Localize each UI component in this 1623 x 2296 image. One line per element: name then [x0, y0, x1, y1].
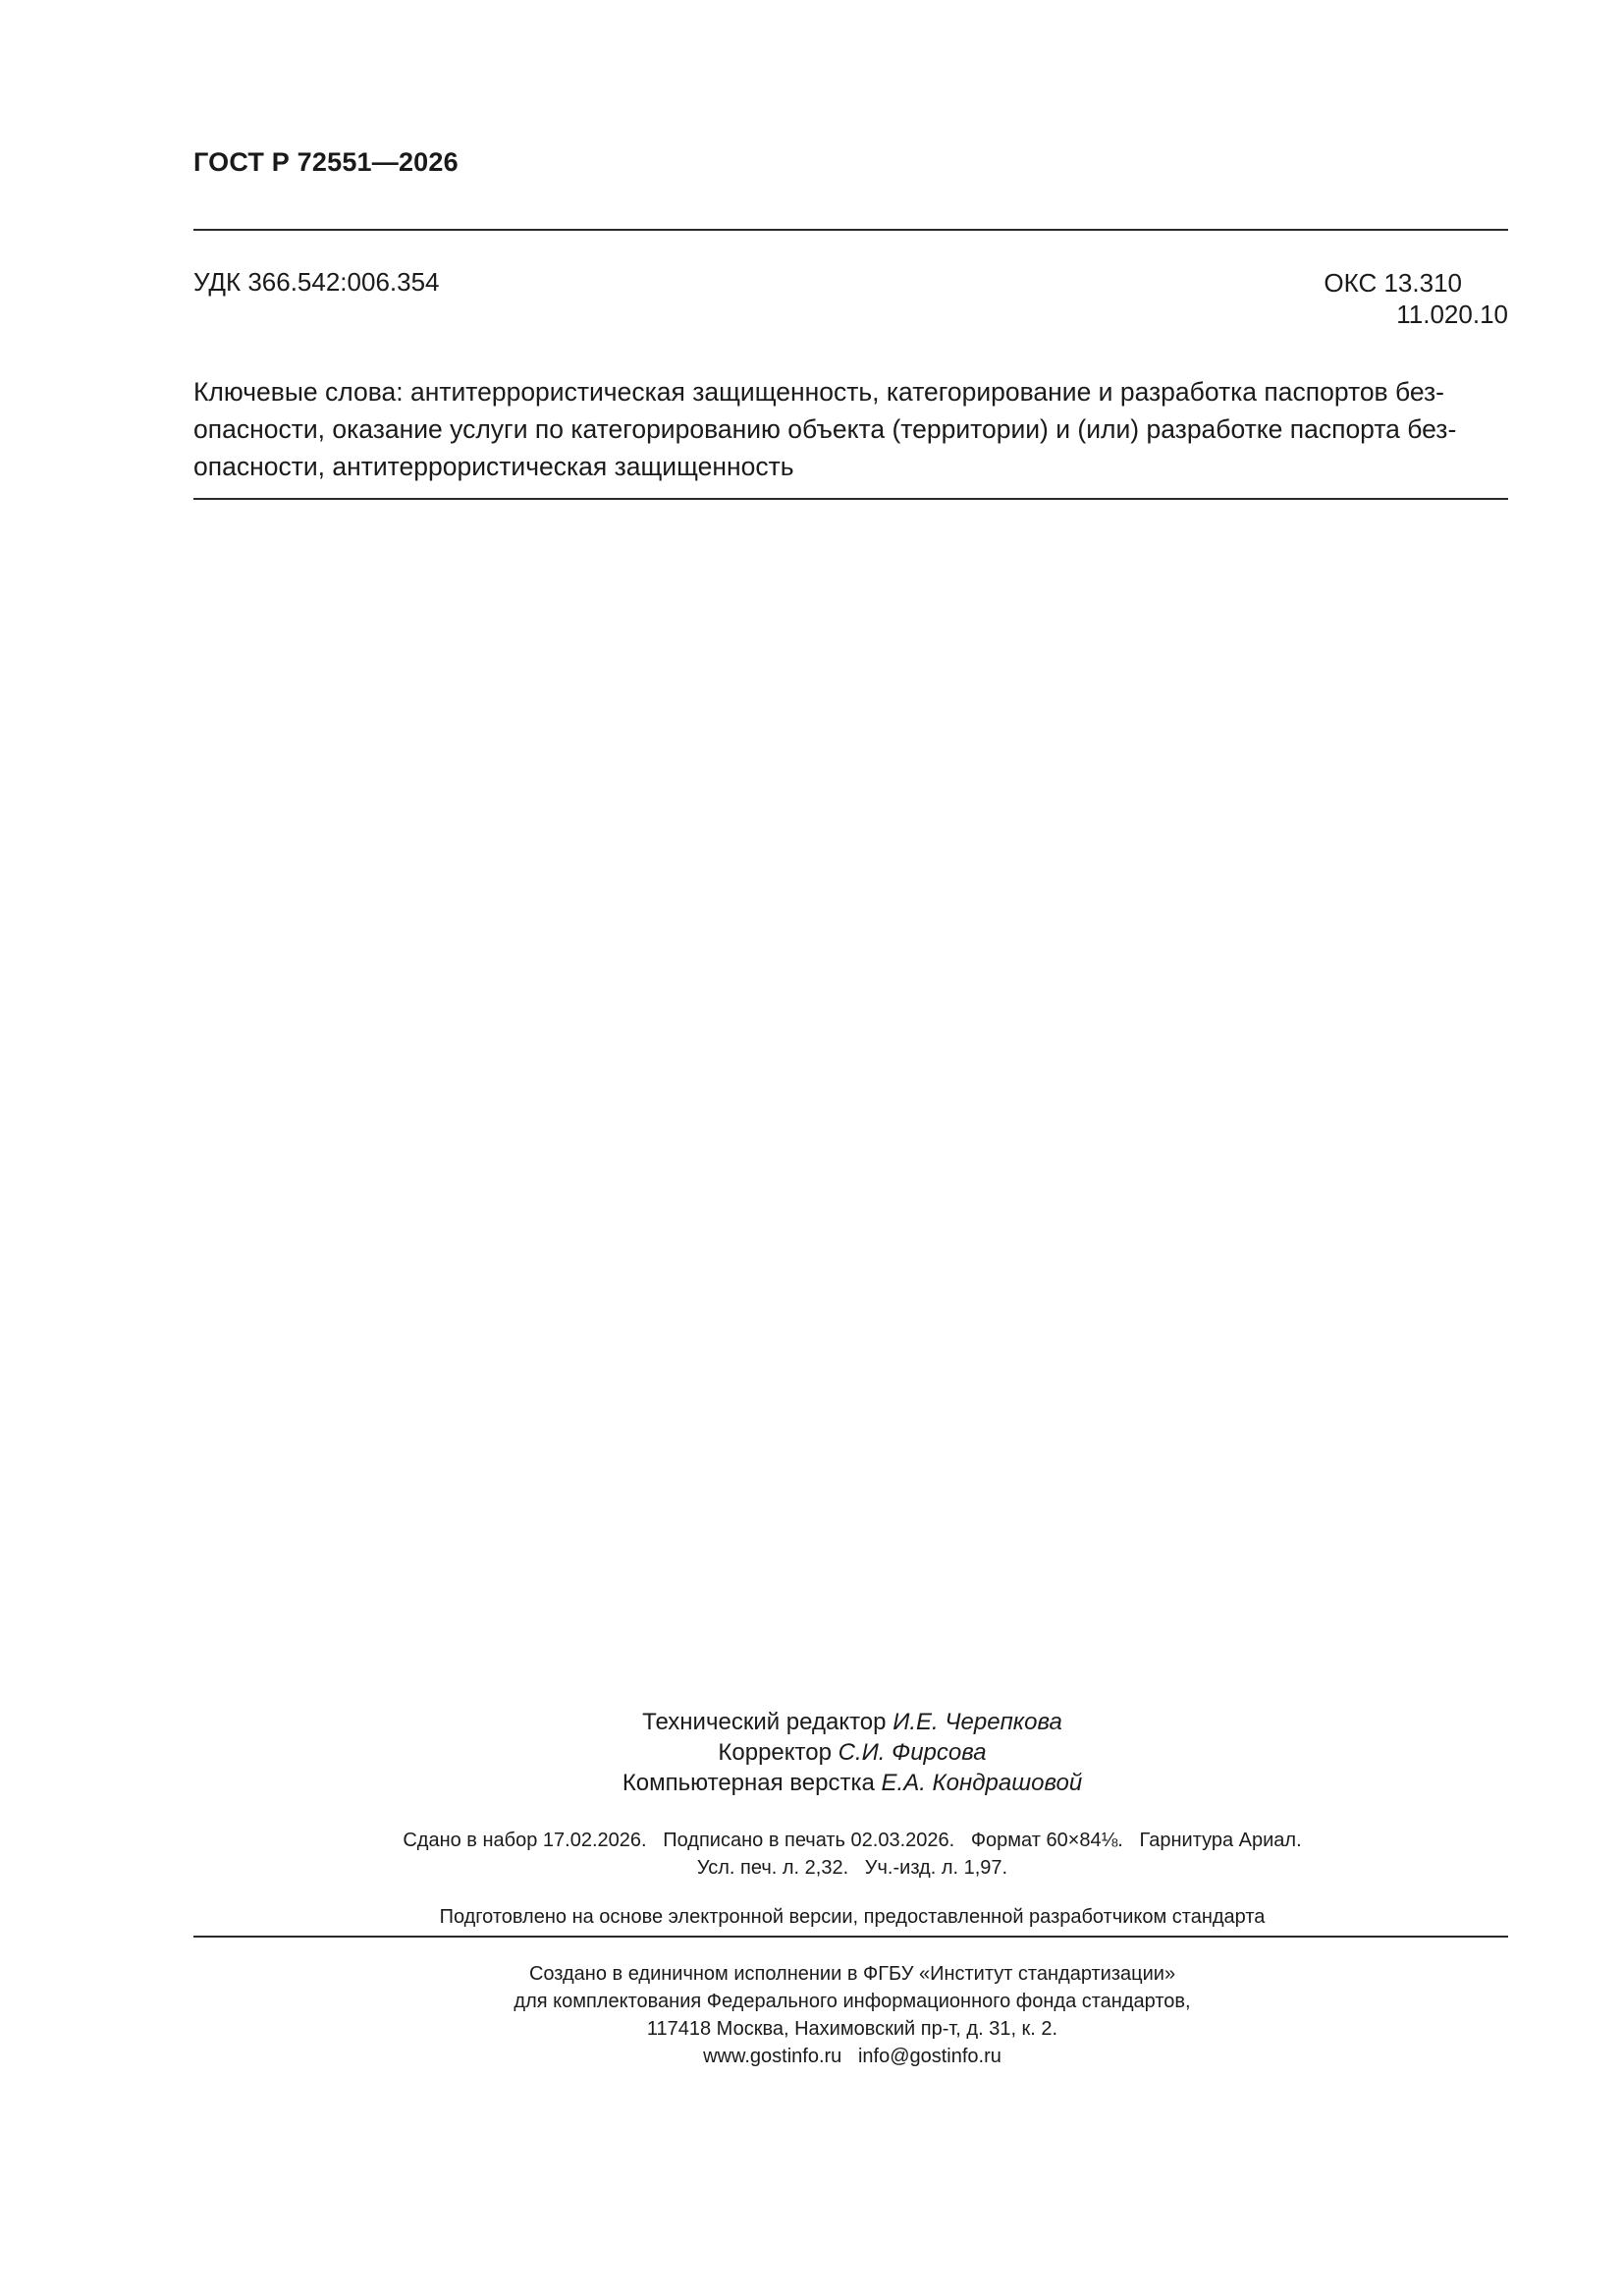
layout-name: Е.А. Кондрашовой: [881, 1770, 1083, 1796]
oks-codes: [1324, 267, 1508, 330]
tech-editor-name: И.Е. Черепкова: [893, 1709, 1062, 1735]
keywords-line: опасности, антитеррористическая защищенность: [193, 452, 794, 481]
footer-line: Создано в единичном исполнении в ФГБУ «Институт стандартизации»: [528, 1963, 1176, 1985]
print-info-line: Усл. печ. л. 2,32. Уч.-изд. л. 1,97.: [696, 1857, 1008, 1879]
corrector-name: С.И. Фирсова: [838, 1739, 987, 1766]
footer-divider: [193, 1936, 1508, 1938]
print-info-line: Сдано в набор 17.02.2026. Подписано в печать 02.03.2026. Формат 60×84⅛. Гарнитура Ариал.: [403, 1830, 1302, 1851]
top-divider: [193, 229, 1508, 231]
publisher-footer: [0, 1960, 1623, 2070]
keywords-paragraph: [193, 373, 1511, 485]
layout-credit: [0, 1768, 1623, 1798]
email-link[interactable]: info@gostinfo.ru: [857, 2046, 1001, 2067]
footer-line: 117418 Москва, Нахимовский пр-т, д. 31, к. 2.: [646, 2018, 1058, 2040]
tech-editor-label: Технический редактор: [642, 1709, 887, 1735]
keywords-line: опасности, оказание услуги по категорированию объекта (территории) и (или) разработке паспорта без-: [193, 414, 1457, 444]
layout-label: Компьютерная верстка: [622, 1770, 875, 1796]
keywords-line: Ключевые слова: антитеррористическая защищенность, категорирование и разработка паспортов без-: [193, 377, 1445, 407]
website-link[interactable]: www.gostinfo.ru: [703, 2046, 842, 2067]
footer-line: для комплектования Федерального информационного фонда стандартов,: [514, 1991, 1191, 2012]
corrector-label: Корректор: [718, 1739, 832, 1766]
footer-contacts: [0, 2043, 1623, 2070]
tech-editor-credit: [0, 1707, 1623, 1737]
oks-code-primary: ОКС 13.310: [1324, 268, 1462, 298]
print-info: [0, 1827, 1623, 1882]
oks-code-secondary: 11.020.10: [1396, 300, 1508, 329]
prepared-note: Подготовлено на основе электронной версии, предоставленной разработчиком стандарта: [439, 1906, 1266, 1928]
corrector-credit: [0, 1737, 1623, 1768]
editorial-credits: [0, 1707, 1623, 1798]
keywords-divider: [193, 498, 1508, 500]
document-code: ГОСТ Р 72551—2026: [193, 147, 459, 177]
udk-code: УДК 366.542:006.354: [193, 267, 440, 297]
